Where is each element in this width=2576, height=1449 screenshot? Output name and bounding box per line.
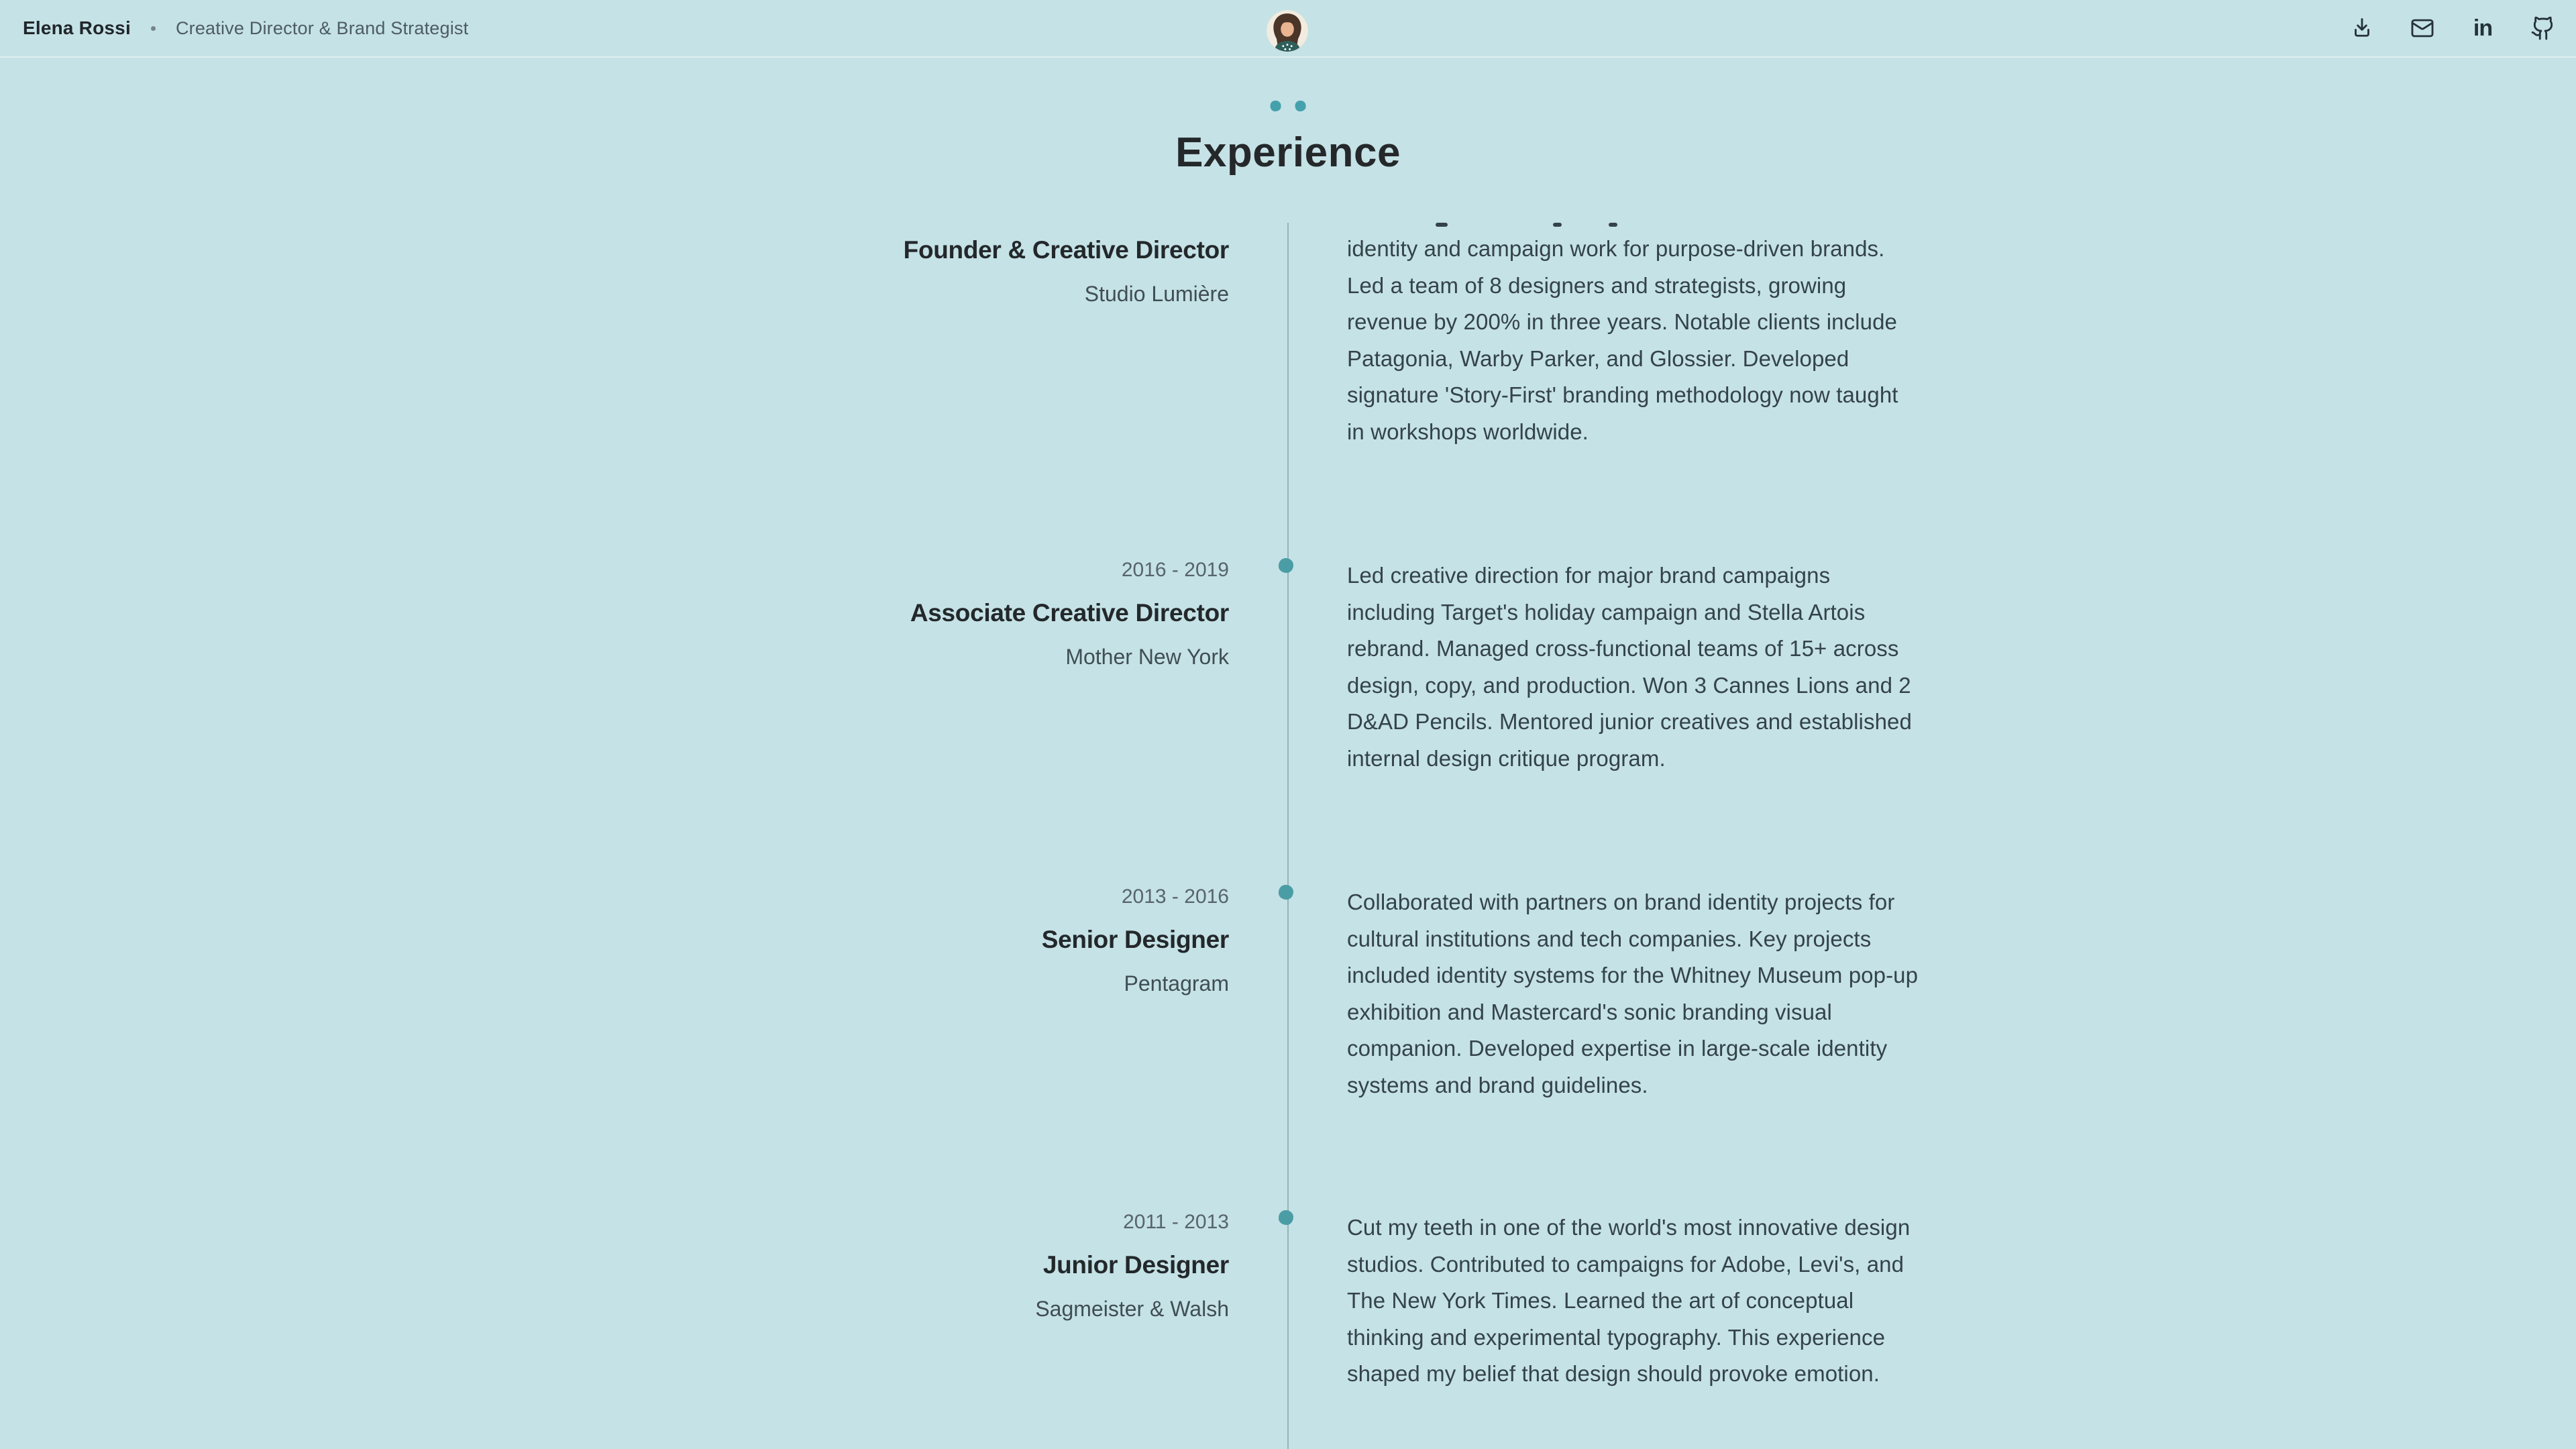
- mail-icon: [2410, 15, 2435, 41]
- entry-title: Junior Designer: [1042, 1251, 1229, 1279]
- github-button[interactable]: [2529, 14, 2557, 42]
- entry-description: Led creative direction for major brand campaigns including Target's holiday campaign and Stella Artois rebrand. Managed cross-functional teams of 15+ across design, copy, and production. Won 3 Cannes Lions and 2 D&AD Pencils. Mentored junior creatives and established internal design critique program.: [1347, 563, 1912, 771]
- entry-description: Cut my teeth in one of the world's most innovative design studios. Contributed to campaigns for Adobe, Levi's, and The New York Times. Learned the art of conceptual thinking and experimental typography. This experience shaped my belief that design should provoke emotion.: [1347, 1215, 1911, 1386]
- entry-description: identity and campaign work for purpose-driven brands. Led a team of 8 designers and strategists, growing revenue by 200% in three years. Notable clients include Patagonia, Warby Parker, and Glossier. Developed signature 'Story-First' branding methodology now taught in workshops worldwide.: [1347, 236, 1898, 444]
- top-bar: [0, 0, 2576, 58]
- timeline-dot-icon: [1279, 1210, 1293, 1225]
- entry-dates: 2016 - 2019: [1121, 559, 1229, 581]
- identity-block: [23, 17, 468, 39]
- decoration-dot-icon: [1295, 101, 1306, 111]
- clipped-text-remnant: [0, 223, 2576, 228]
- download-button[interactable]: [2348, 14, 2376, 42]
- timeline-dot-icon: [1279, 558, 1293, 573]
- mail-button[interactable]: [2408, 14, 2436, 42]
- entry-company: Studio Lumière: [1084, 282, 1229, 306]
- entry-company: Sagmeister & Walsh: [1035, 1297, 1229, 1321]
- page-title: Experience: [1175, 129, 1401, 176]
- section-decoration-dots: [1271, 101, 1306, 111]
- entry-title: Senior Designer: [1041, 926, 1229, 953]
- entry-dates: 2013 - 2016: [1121, 885, 1229, 908]
- entry-title: Associate Creative Director: [910, 599, 1229, 627]
- timeline-dot-icon: [1279, 885, 1293, 900]
- entry-company: Pentagram: [1124, 971, 1229, 996]
- entry-description: Collaborated with partners on brand identity projects for cultural institutions and tech companies. Key projects included identity systems for the Whitney Museum pop-up exhibition and Mastercard's sonic branding visual companion. Developed expertise in large-scale identity systems and brand guidelines.: [1347, 890, 1919, 1097]
- linkedin-button[interactable]: [2469, 14, 2497, 42]
- separator-dot-icon: [151, 26, 156, 31]
- download-icon: [2349, 15, 2375, 41]
- timeline-line: [1287, 223, 1289, 1449]
- avatar[interactable]: [1267, 10, 1308, 52]
- entry-dates: 2011 - 2013: [1123, 1211, 1229, 1233]
- entry-title: Founder & Creative Director: [903, 236, 1229, 264]
- action-icons: [2348, 14, 2557, 42]
- avatar-photo: [1267, 10, 1308, 52]
- person-role: Creative Director & Brand Strategist: [175, 17, 469, 38]
- experience-timeline: [0, 223, 2576, 1449]
- entry-company: Mother New York: [1065, 645, 1229, 669]
- github-icon: [2530, 15, 2556, 41]
- person-name: Elena Rossi: [23, 17, 131, 38]
- linkedin-icon: in: [2473, 15, 2493, 41]
- decoration-dot-icon: [1271, 101, 1281, 111]
